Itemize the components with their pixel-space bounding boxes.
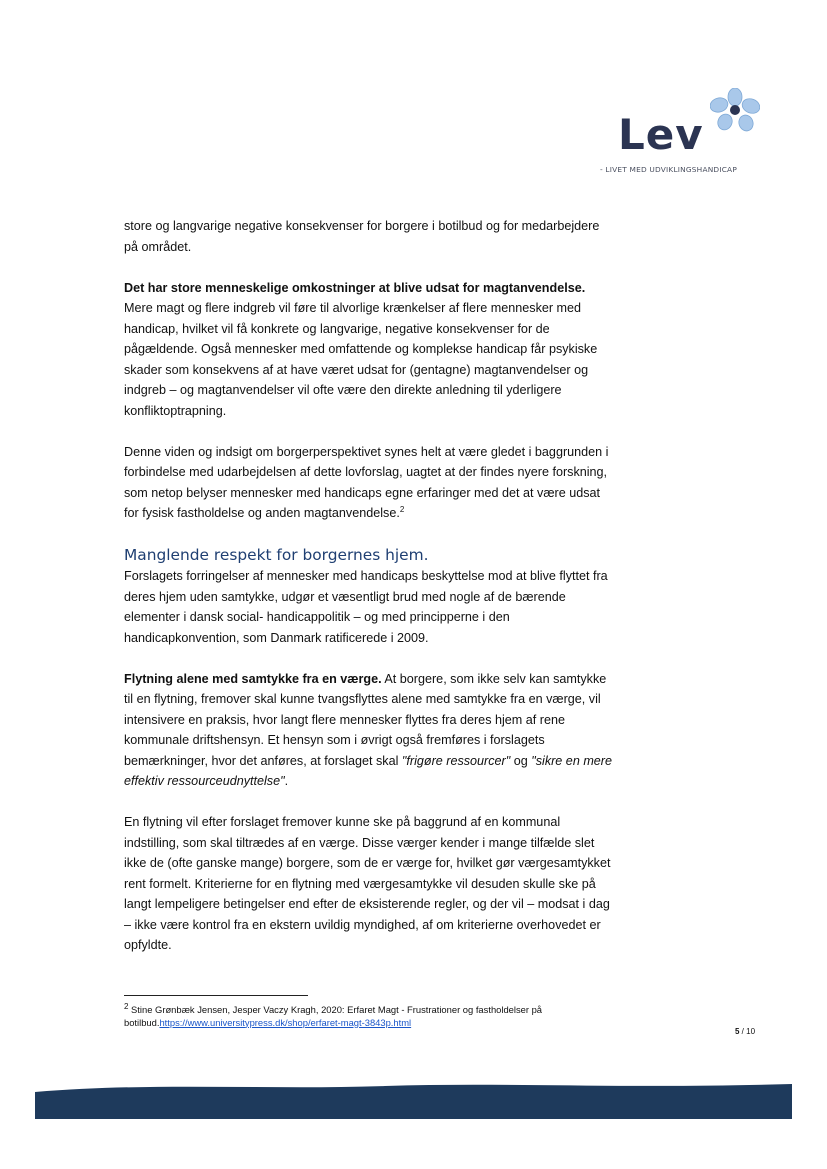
footnote: [124, 1001, 604, 1029]
document-body: [124, 216, 614, 976]
footer-wave: [35, 1078, 792, 1119]
bold-lead: Flytning alene med samtykke fra en værge.: [124, 671, 382, 686]
logo-wordmark: Lev: [618, 110, 704, 159]
quote: "sikre en mere effektiv ressourceudnyttelse": [124, 753, 613, 788]
quote: "frigøre ressourcer": [401, 753, 511, 768]
lev-logo: [600, 88, 760, 178]
footnote-number: 2: [124, 1001, 129, 1011]
logo-tagline: - LIVET MED UDVIKLINGSHANDICAP: [600, 165, 737, 174]
paragraph: En flytning vil efter forslaget fremover kunne ske på baggrund af en kommunal indstilling, som skal tiltrædes af en værge. Disse værger kender i mange tilfælde slet ikke de (ofte ganske mange) borgere, som de er værge for, hvilket gør værgesamtykket rent formelt. Kriterierne for en flytning med værgesamtykke vil desuden skulle ske på langt lempeligere betingelser end efter de eksisterende regler, og der vil – modsat i dag – ikke være kontrol fra en ekstern uvildig myndighed, af om kriterierne overhovedet er opfyldte.: [124, 815, 611, 952]
paragraph: Flytning alene med samtykke fra en værge. At borgere, som ikke selv kan samtykke til en flytning, fremover skal kunne tvangsflyttes alene med samtykke fra en værge, vil intensivere en praksis, hvor langt flere mennesker flyttes fra deres hjem af rene kommunale driftshensyn. Et hensyn som i øvrigt også fremføres i forslagets bemærkninger, hvor det anføres, at forslaget skal "frigøre ressourcer" og "sikre en mere effektiv ressourceudnyttelse".: [124, 671, 613, 788]
page-number: 5 / 10: [735, 1027, 756, 1036]
paragraph: Forslagets forringelser af mennesker med handicaps beskyttelse mod at blive flyttet fra deres hjem uden samtykke, udgør et væsentligt brud med nogle af de bærende elementer i dansk social- handicappolitik – og med principperne i den handicapkonvention, som Danmark ratificerede i 2009.: [124, 569, 608, 645]
paragraph: Denne viden og indsigt om borgerperspektivet synes helt at være gledet i baggrunden i forbindelse med udarbejdelsen af dette lovforslag, uagtet at der findes nyere forskning, som netop belyser mennesker med handicaps egne erfaringer med det at være udsat for fysisk fastholdelse og anden magtanvendelse.$^2$: [124, 444, 609, 520]
paragraph: Det har store menneskelige omkostninger at blive udsat for magtanvendelse. Mere magt og flere indgreb vil føre til alvorlige krænkelser af flere mennesker med handicap, hvilket vil få konkrete og langvarige, negative konsekvenser for de pågældende. Også mennesker med omfattende og komplekse handicap får psykiske skader som konsekvens af at have været udsat for (gentagne) magtanvendelser og indgreb – og magtanvendelser vil ofte være den direkte anledning til yderligere konfliktoptrapning.: [124, 280, 598, 418]
bold-lead: Det har store menneskelige omkostninger at blive udsat for magtanvendelse.: [124, 280, 586, 295]
section-heading: Manglende respekt for borgernes hjem.: [124, 546, 429, 564]
footnote-text: Stine Grønbæk Jensen, Jesper Vaczy Kragh, 2020: Erfaret Magt - Frustrationer og fastholdelser på botilbud.: [124, 1004, 543, 1028]
footnote-link[interactable]: https://www.universitypress.dk/shop/erfaret-magt-3843p.html: [159, 1016, 412, 1028]
paragraph: store og langvarige negative konsekvenser for borgere i botilbud og for medarbejdere på området.: [124, 219, 600, 254]
footnote-ref[interactable]: 2: [399, 504, 405, 514]
flower-icon: [710, 88, 760, 132]
footnote-divider: [124, 995, 308, 996]
